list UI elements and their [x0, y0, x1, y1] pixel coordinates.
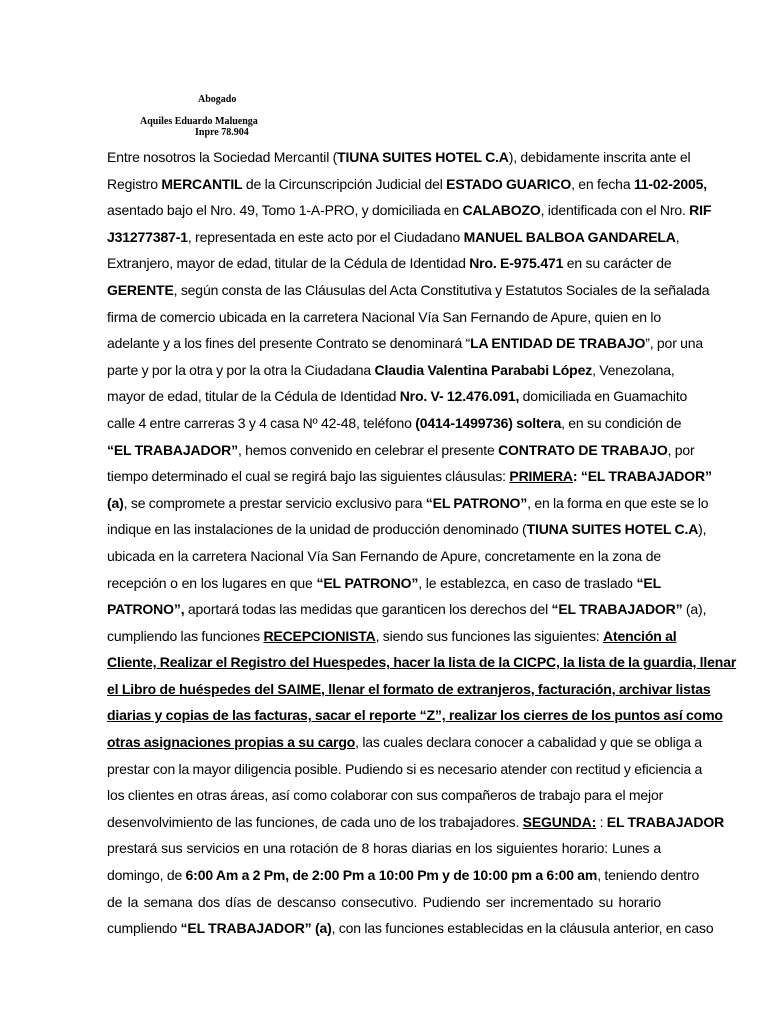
- contract-line: [107, 702, 723, 729]
- contract-text-segment: “EL PATRONO”: [425, 494, 528, 511]
- contract-text-segment: Extranjero, mayor de edad, titular de la Cédula de Identidad: [107, 255, 470, 272]
- contract-line: [107, 463, 712, 490]
- lawyer-name: Aquiles Eduardo Maluenga: [140, 116, 258, 127]
- contract-text-segment: ”, por una: [645, 335, 704, 352]
- contract-line: [107, 330, 704, 357]
- letterhead-title: Abogado: [198, 94, 237, 105]
- contract-text-segment: :: [596, 813, 607, 830]
- contract-line: [107, 862, 700, 889]
- lawyer-inpre-number: Inpre 78.904: [195, 127, 249, 138]
- contract-text-segment: “EL TRABAJADOR”: [551, 601, 683, 618]
- contract-text-segment: GERENTE: [107, 281, 174, 298]
- contract-line: [107, 490, 709, 517]
- contract-line: [107, 250, 672, 277]
- contract-text-segment: Registro: [107, 175, 162, 192]
- contract-text-segment: (a),: [682, 601, 707, 618]
- contract-text-segment: , identificada con el Nro.: [540, 202, 690, 219]
- contract-text-segment: Atención al: [602, 627, 677, 644]
- contract-text-segment: prestar con la mayor diligencia posible. Pudiendo si es necesario atender con rectitud y eficiencia a: [107, 760, 703, 777]
- contract-text-segment: EL TRABAJADOR: [606, 813, 725, 830]
- contract-line: [107, 676, 711, 703]
- contract-text-segment: 6:00 Am a 2 Pm, de 2:00 Pm a 10:00 Pm y de 10:00 pm a 6:00 am: [185, 867, 598, 884]
- contract-text-segment: ubicada en la carretera Nacional Vía San Fernando de Apure, concretamente en la zona de: [107, 547, 661, 564]
- contract-text-segment: TIUNA SUITES HOTEL C.A: [526, 521, 699, 538]
- contract-text-segment: RIF: [689, 202, 712, 219]
- contract-text-segment: domiciliada en Guamachito: [519, 388, 688, 405]
- contract-text-segment: : “EL TRABAJADOR”: [572, 468, 712, 485]
- contract-line: [107, 224, 680, 251]
- contract-line: [107, 623, 677, 650]
- contract-text-segment: de la semana dos días de descanso consecutivo. Pudiendo ser incrementado su horario: [107, 893, 661, 910]
- contract-text-segment: , hemos convenido en celebrar el presente: [237, 441, 499, 458]
- contract-text-segment: “EL: [636, 574, 661, 591]
- contract-text-segment: desenvolvimiento de las funciones, de cada uno de los trabajadores.: [107, 813, 523, 830]
- contract-line: [107, 756, 703, 783]
- contract-text-segment: “EL PATRONO”: [316, 574, 419, 591]
- contract-text-segment: TIUNA SUITES HOTEL C.A: [337, 149, 509, 165]
- contract-text-segment: aportará todas las medidas que garanticen los derechos del: [184, 601, 552, 618]
- contract-line: [107, 889, 661, 916]
- contract-text-segment: , por: [667, 441, 695, 458]
- contract-line: [107, 915, 714, 942]
- contract-text-segment: , con las funciones establecidas en la cláusula anterior, en caso: [331, 920, 714, 937]
- contract-text-segment: , en su condición de: [561, 414, 682, 431]
- contract-text-segment: (a): [107, 494, 124, 511]
- contract-text-segment: MANUEL BALBOA GANDARELA: [463, 228, 676, 245]
- contract-text-segment: RECEPCIONISTA: [263, 627, 376, 644]
- contract-line: [107, 570, 661, 597]
- contract-text-segment: , las cuales declara conocer a cabalidad y que se obliga a: [355, 734, 702, 751]
- contract-text-segment: “EL TRABAJADOR” (a): [180, 920, 332, 937]
- contract-line: [107, 835, 661, 862]
- contract-text-segment: indique en las instalaciones de la unidad de producción denominado (: [107, 521, 527, 538]
- contract-text-segment: J31277387-1: [107, 228, 188, 245]
- contract-body: [107, 144, 737, 942]
- contract-text-segment: PATRONO”,: [107, 601, 185, 618]
- contract-text-segment: SEGUNDA:: [522, 813, 597, 830]
- contract-text-segment: de la Circunscripción Judicial del: [242, 175, 447, 192]
- contract-line: [107, 277, 710, 304]
- contract-text-segment: tiempo determinado el cual se regirá bajo las siguientes cláusulas:: [107, 468, 510, 485]
- contract-line: [107, 197, 712, 224]
- contract-text-segment: “EL TRABAJADOR”: [107, 441, 238, 458]
- contract-text-segment: Cliente, Realizar el Registro del Huespedes, hacer la lista de la CICPC, la lista de la guardia, llenar: [107, 654, 737, 671]
- contract-text-segment: asentado bajo el Nro. 49, Tomo 1-A-PRO, y domiciliada en: [107, 202, 463, 219]
- contract-text-segment: , en fecha: [571, 175, 634, 192]
- contract-text-segment: , siendo sus funciones las siguientes:: [375, 627, 603, 644]
- contract-text-segment: , según consta de las Cláusulas del Acta Constitutiva y Estatutos Sociales de la señalada: [173, 281, 710, 298]
- contract-text-segment: , teniendo dentro: [597, 867, 700, 884]
- contract-text-segment: recepción o en los lugares en que: [107, 574, 317, 591]
- contract-text-segment: parte y por la otra y por la otra la Ciudadana: [107, 361, 375, 378]
- contract-line: [107, 782, 664, 809]
- contract-text-segment: Claudia Valentina Parababi López: [374, 361, 593, 378]
- contract-text-segment: PRIMERA: [509, 468, 573, 485]
- contract-text-segment: otras asignaciones propias a su cargo: [107, 734, 356, 751]
- contract-line: [107, 304, 661, 331]
- contract-line: [107, 437, 695, 464]
- contract-text-segment: adelante y a los fines del presente Contrato se denominará “: [107, 335, 471, 352]
- contract-text-segment: cumpliendo las funciones: [107, 627, 264, 644]
- contract-line: [107, 171, 707, 198]
- contract-text-segment: domingo, de: [107, 867, 186, 884]
- contract-text-segment: MERCANTIL: [161, 175, 243, 192]
- contract-text-segment: (0414-1499736) soltera: [415, 414, 562, 431]
- contract-text-segment: ESTADO GUARICO: [446, 175, 572, 192]
- contract-text-segment: firma de comercio ubicada en la carretera Nacional Vía San Fernando de Apure, quien en lo: [107, 308, 661, 325]
- contract-text-segment: 11-02-2005,: [633, 175, 707, 192]
- contract-line: [107, 410, 682, 437]
- contract-text-segment: , en la forma en que este se lo: [527, 494, 709, 511]
- contract-text-segment: el Libro de huéspedes del SAIME, llenar el formato de extranjeros, facturación, archivar listas: [107, 680, 711, 697]
- contract-text-segment: ,: [675, 228, 680, 245]
- contract-line: [107, 357, 675, 384]
- contract-line: [107, 516, 707, 543]
- contract-line: [107, 543, 661, 570]
- contract-text-segment: prestará sus servicios en una rotación de 8 horas diarias en los siguientes horario: Lunes a: [107, 840, 661, 857]
- contract-text-segment: en su carácter de: [563, 255, 672, 272]
- contract-text-segment: Entre nosotros la Sociedad Mercantil (: [107, 149, 338, 165]
- contract-text-segment: diarias y copias de las facturas, sacar el reporte “Z”, realizar los cierres de los puntos así como: [107, 707, 723, 724]
- contract-text-segment: ),: [698, 521, 707, 538]
- contract-line: [107, 144, 691, 171]
- contract-line: [107, 729, 702, 756]
- contract-text-segment: mayor de edad, titular de la Cédula de Identidad: [107, 388, 400, 405]
- contract-text-segment: CALABOZO: [462, 202, 541, 219]
- contract-line: [107, 649, 737, 676]
- contract-text-segment: ), debidamente inscrita ante el: [508, 149, 691, 165]
- contract-text-segment: , le establezca, en caso de traslado: [418, 574, 637, 591]
- contract-line: [107, 383, 688, 410]
- contract-text-segment: , representada en este acto por el Ciudadano: [187, 228, 464, 245]
- contract-line: [107, 596, 707, 623]
- contract-line: [107, 809, 725, 836]
- contract-text-segment: , se compromete a prestar servicio exclusivo para: [123, 494, 426, 511]
- contract-text-segment: calle 4 entre carreras 3 y 4 casa Nº 42-48, teléfono: [107, 414, 416, 431]
- contract-text-segment: , Venezolana,: [592, 361, 675, 378]
- contract-text-segment: Nro. E-975.471: [469, 255, 564, 272]
- contract-text-segment: cumpliendo: [107, 920, 181, 937]
- contract-text-segment: LA ENTIDAD DE TRABAJO: [470, 335, 646, 352]
- contract-text-segment: los clientes en otras áreas, así como colaborar con sus compañeros de trabajo para el mejor: [107, 787, 664, 804]
- contract-text-segment: CONTRATO DE TRABAJO: [498, 441, 668, 458]
- contract-text-segment: Nro. V- 12.476.091,: [399, 388, 520, 405]
